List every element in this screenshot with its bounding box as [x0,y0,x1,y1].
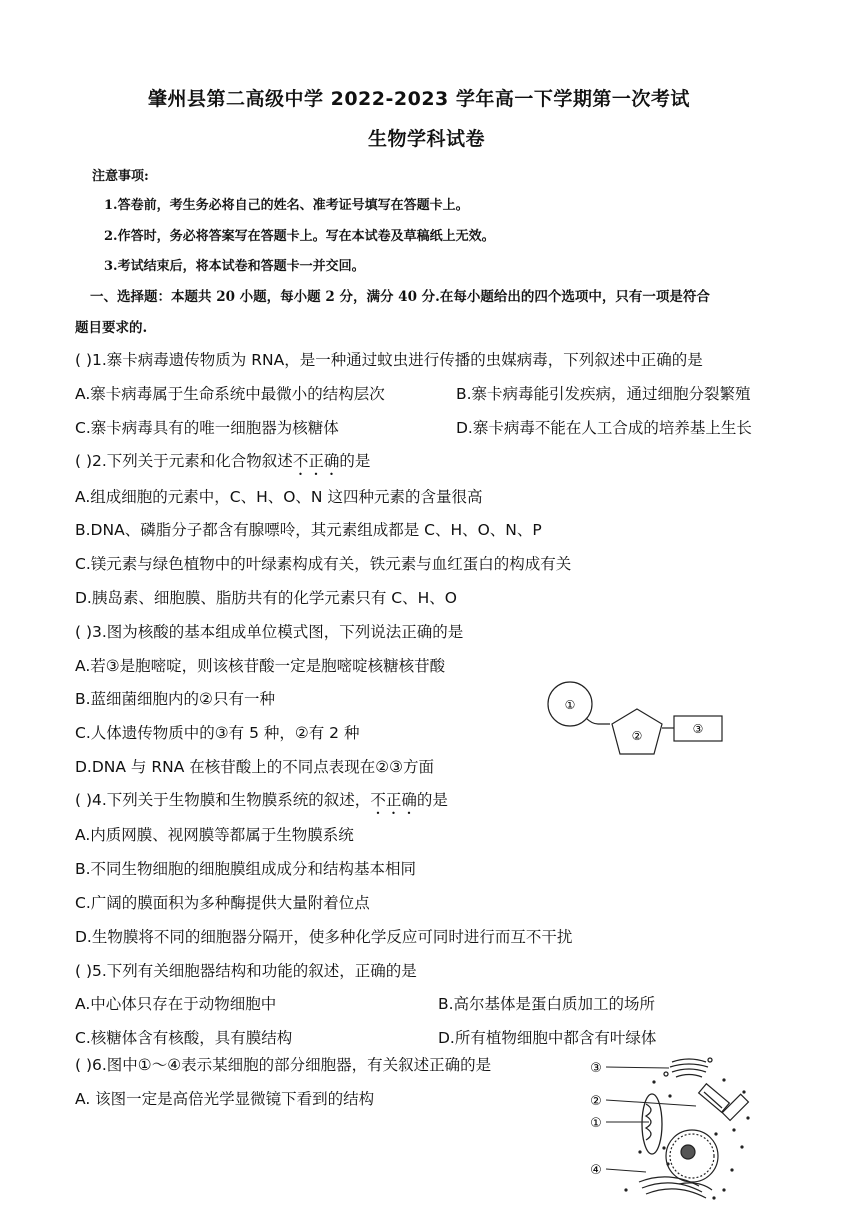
label-2: ② [631,729,643,743]
question-4-option-d: D.生物膜将不同的细胞器分隔开，使多种化学反应可同时进行而互不干扰 [75,928,573,946]
question-4-stem [75,788,448,818]
question-3-option-b: B.蓝细菌细胞内的②只有一种 [75,690,275,708]
leader-line [606,1100,696,1106]
label-3: ③ [590,1061,602,1076]
cell-organelle-diagram [584,1052,764,1202]
bond-line [586,718,610,724]
notice-item: 2.作答时，务必将答案写在答题卡上。写在本试卷及草稿纸上无效。 [104,229,495,244]
notice-item: 3.考试结束后，将本试卷和答题卡一并交回。 [104,259,365,274]
question-2-option-d: D.胰岛素、细胞膜、脂肪共有的化学元素只有 C、H、O [75,589,457,607]
question-6-stem: ( )6.图中①～④表示某细胞的部分细胞器，有关叙述正确的是 [75,1056,492,1074]
question-2-stem-text: ( )2.下列关于元素和化合物叙述 [75,452,293,470]
question-3-option-d: D.DNA 与 RNA 在核苷酸上的不同点表现在②③方面 [75,758,435,776]
question-1-option-b: B.寨卡病毒能引发疾病，通过细胞分裂繁殖 [456,385,751,403]
question-1-option-a: A.寨卡病毒属于生命系统中最微小的结构层次 [75,385,385,403]
question-4-stem-end: 的是 [416,791,448,809]
label-4: ④ [590,1163,602,1178]
question-5-option-d: D.所有植物细胞中都含有叶绿体 [438,1029,657,1047]
golgi-apparatus [664,1058,712,1077]
page-subtitle: 生物学科试卷 [368,128,486,150]
question-4-option-c: C.广阔的膜面积为多种酶提供大量附着位点 [75,894,370,912]
section-heading: 一、选择题：本题共 20 小题，每小题 2 分，满分 40 分.在每小题给出的四个选项中，只有一项是符合 [90,289,710,305]
centriole [699,1084,749,1121]
question-4-stem-text: ( )4.下列关于生物膜和生物膜系统的叙述， [75,791,371,809]
question-2-option-a: A.组成细胞的元素中，C、H、O、N 这四种元素的含量很高 [75,488,483,506]
question-2-stem-end: 的是 [339,452,371,470]
label-1: ① [564,698,576,712]
question-2-emphasis: 不正确 [292,452,340,470]
question-3-stem: ( )3.图为核酸的基本组成单位模式图，下列说法正确的是 [75,623,464,641]
question-2-option-b: B.DNA、磷脂分子都含有腺嘌呤，其元素组成都是 C、H、O、N、P [75,521,542,539]
question-1-stem: ( )1.寨卡病毒遗传物质为 RNA，是一种通过蚊虫进行传播的虫媒病毒，下列叙述中正确的是 [75,351,703,369]
nucleus [666,1130,718,1182]
question-1-option-c: C.寨卡病毒具有的唯一细胞器为核糖体 [75,419,339,437]
question-5-stem: ( )5.下列有关细胞器结构和功能的叙述，正确的是 [75,962,417,980]
nucleotide-diagram [540,676,730,768]
question-1-option-d: D.寨卡病毒不能在人工合成的培养基上生长 [456,419,752,437]
notice-item: 1.答卷前，考生务必将自己的姓名、准考证号填写在答题卡上。 [104,198,469,213]
label-2: ② [590,1094,602,1109]
question-6-option-a: A. 该图一定是高倍光学显微镜下看到的结构 [75,1090,375,1108]
question-4-option-a: A.内质网膜、视网膜等都属于生物膜系统 [75,826,354,844]
question-3-option-c: C.人体遗传物质中的③有 5 种，②有 2 种 [75,724,360,742]
label-1: ① [590,1116,602,1131]
question-5-option-a: A.中心体只存在于动物细胞中 [75,995,277,1013]
question-3-option-a: A.若③是胞嘧啶，则该核苷酸一定是胞嘧啶核糖核苷酸 [75,657,446,675]
leader-line [606,1067,669,1068]
question-2-stem [75,449,370,479]
question-4-option-b: B.不同生物细胞的细胞膜组成成分和结构基本相同 [75,860,417,878]
question-4-emphasis: 不正确 [370,791,417,809]
question-5-option-b: B.高尔基体是蛋白质加工的场所 [438,995,656,1013]
label-3: ③ [692,722,704,736]
question-2-option-c: C.镁元素与绿色植物中的叶绿素构成有关，铁元素与血红蛋白的构成有关 [75,555,572,573]
section-heading-cont: 题目要求的. [75,320,148,336]
question-5-option-c: C.核糖体含有核酸，具有膜结构 [75,1029,293,1047]
leader-line [606,1169,646,1172]
page-title: 肇州县第二高级中学 2022-2023 学年高一下学期第一次考试 [148,88,690,110]
notice-heading: 注意事项: [92,169,149,184]
